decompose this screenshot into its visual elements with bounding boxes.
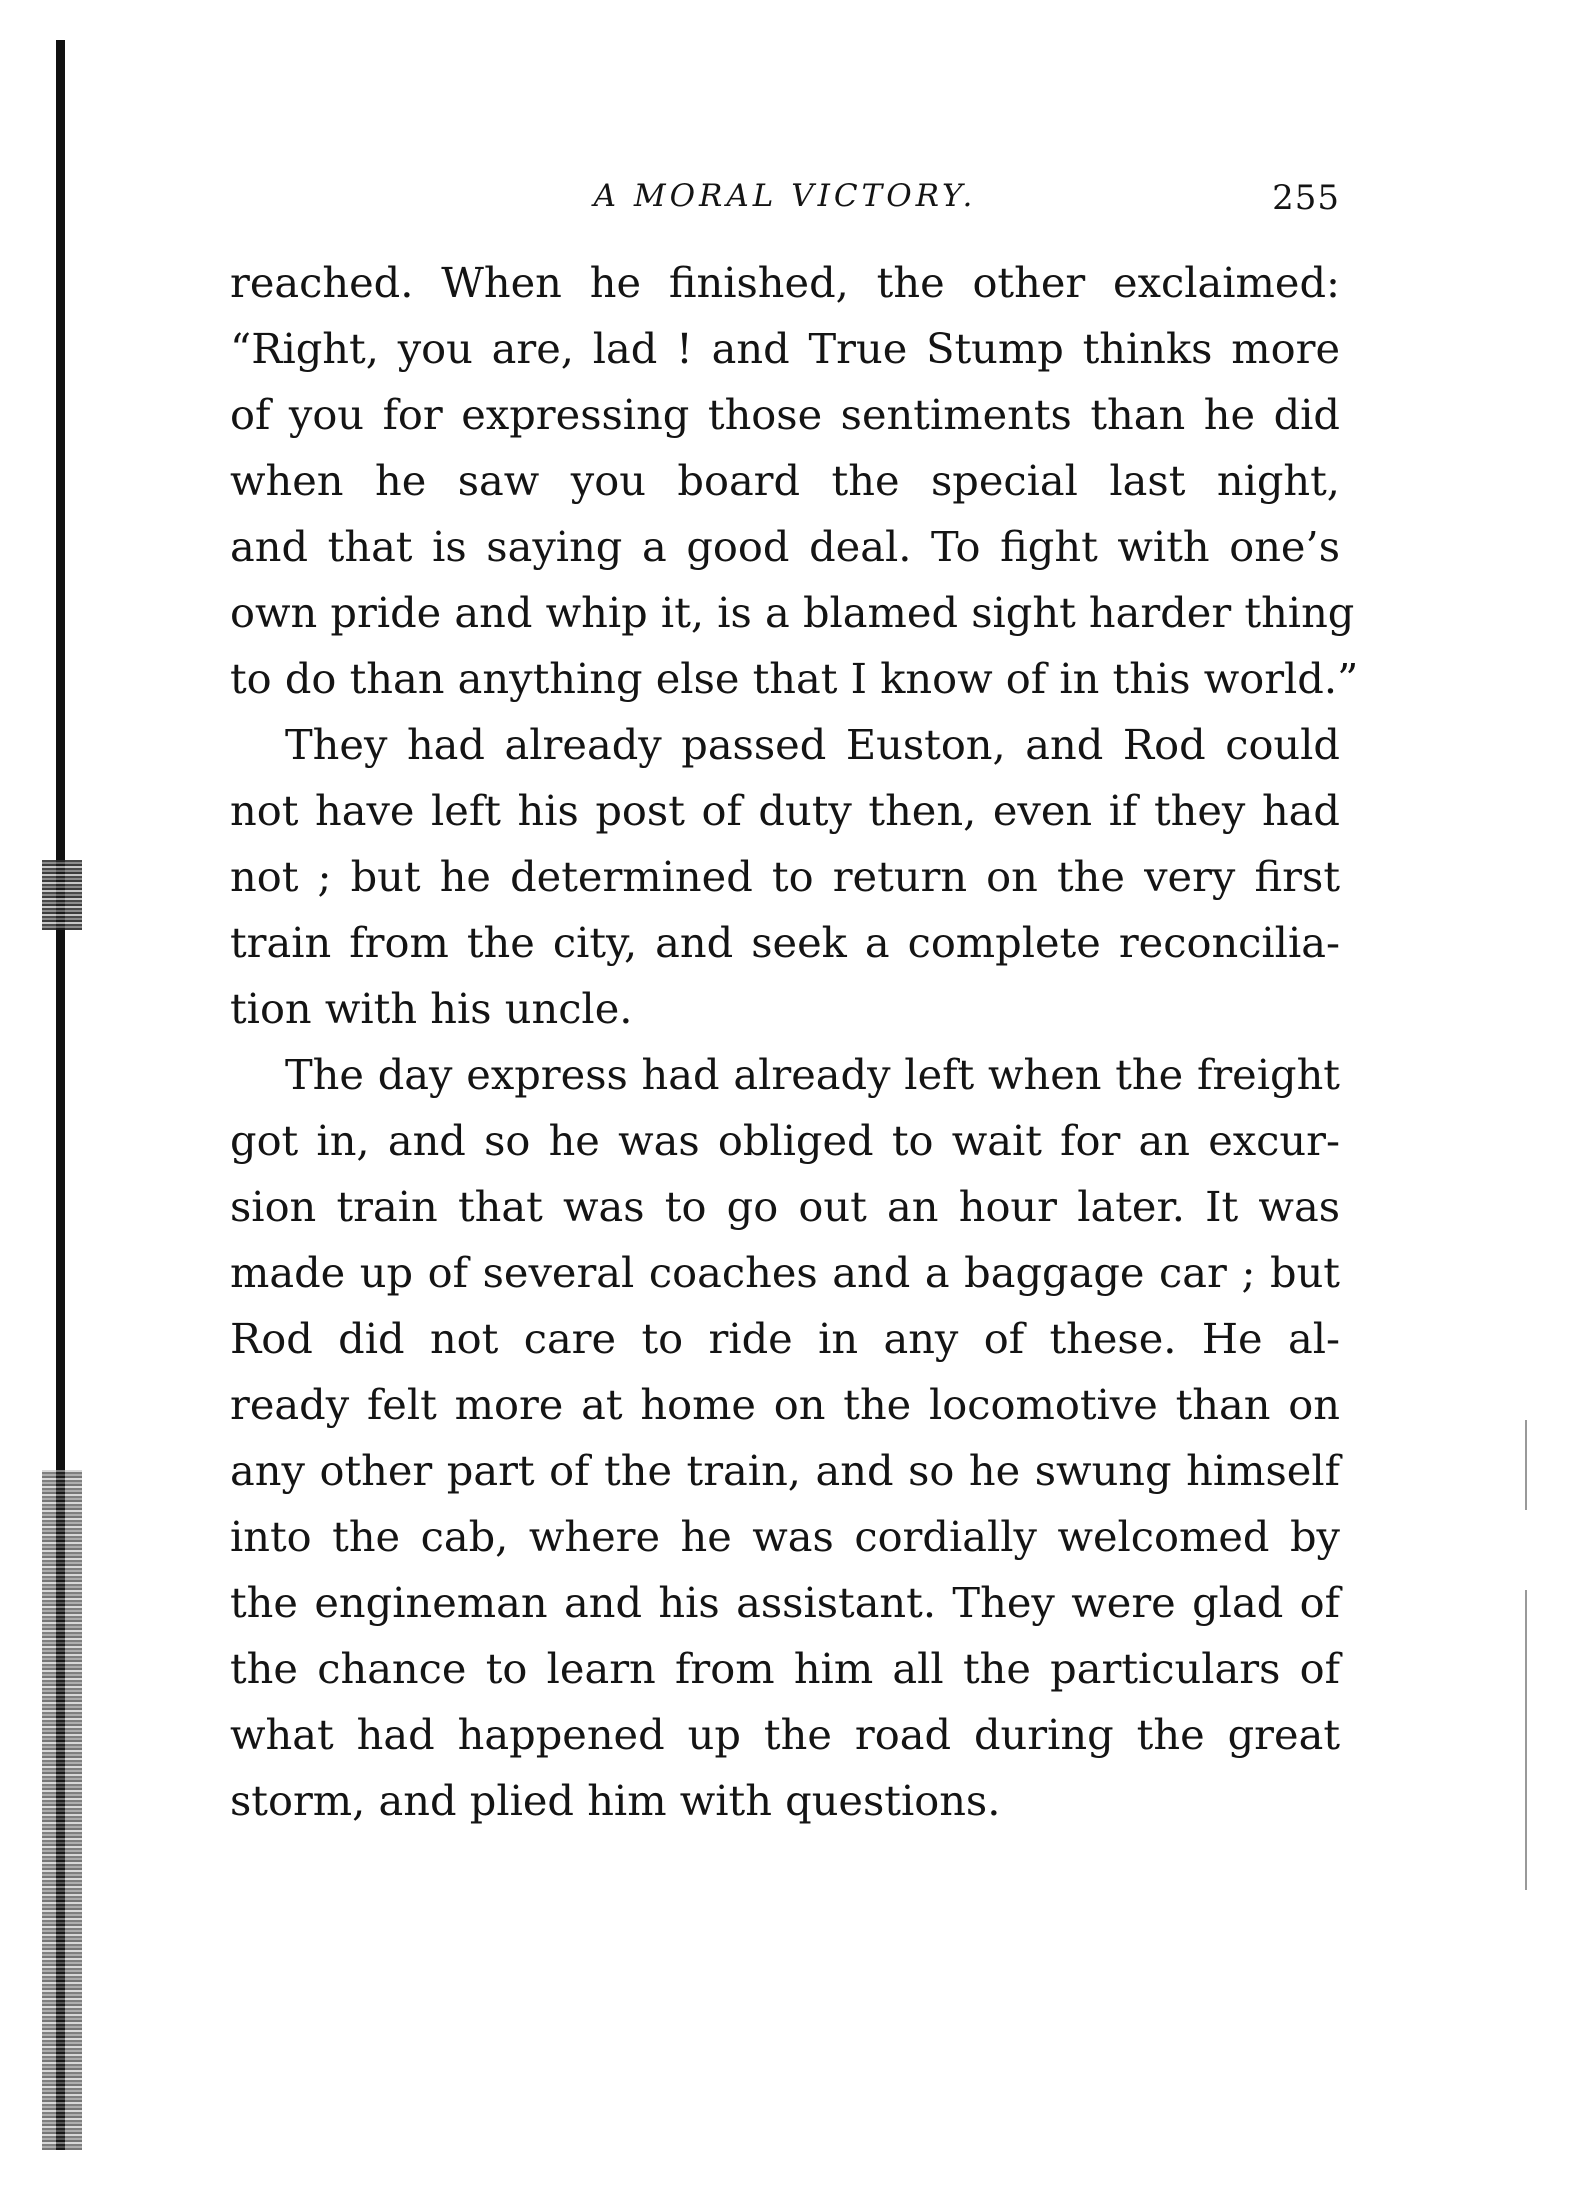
text-line: to do than anything else that I know of in this world.” [230,654,1359,703]
text-line: storm, and plied him with questions. [230,1776,1001,1825]
body-text [230,250,1359,1834]
text-line: not have left his post of duty then, even if they had [230,786,1340,835]
text-line: train from the city, and seek a complete reconcilia- [230,918,1340,967]
scan-shadow [42,1470,82,2150]
text-line: not ; but he determined to return on the very first [230,852,1340,901]
scan-shadow [42,860,82,930]
text-line: the engineman and his assistant. They were glad of [230,1578,1340,1627]
text-line: They had already passed Euston, and Rod could [285,720,1340,769]
text-line: any other part of the train, and so he swung himself [230,1446,1340,1495]
text-line: sion train that was to go out an hour later. It was [230,1182,1340,1231]
text-line: what had happened up the road during the great [230,1710,1340,1759]
scan-mark [1525,1420,1527,1510]
page-number: 255 [1272,178,1340,218]
text-line: and that is saying a good deal. To fight with one’s [230,522,1340,571]
text-line: own pride and whip it, is a blamed sight harder thing [230,588,1355,637]
text-line: tion with his uncle. [230,984,633,1033]
text-line: reached. When he finished, the other exclaimed: [230,258,1340,307]
running-head [230,178,1340,228]
text-line: into the cab, where he was cordially welcomed by [230,1512,1340,1561]
text-line: the chance to learn from him all the particulars of [230,1644,1340,1693]
text-line: The day express had already left when the freight [285,1050,1340,1099]
text-line: Rod did not care to ride in any of these. He al- [230,1314,1340,1363]
text-line: of you for expressing those sentiments than he did [230,390,1340,439]
scan-mark [1525,1590,1527,1890]
running-title: A MORAL VICTORY. [593,178,977,214]
text-line: when he saw you board the special last night, [230,456,1340,505]
text-line: got in, and so he was obliged to wait for an excur- [230,1116,1340,1165]
text-line: “Right, you are, lad ! and True Stump thinks more [230,324,1340,373]
text-line: made up of several coaches and a baggage car ; but [230,1248,1340,1297]
text-line: ready felt more at home on the locomotive than on [230,1380,1340,1429]
